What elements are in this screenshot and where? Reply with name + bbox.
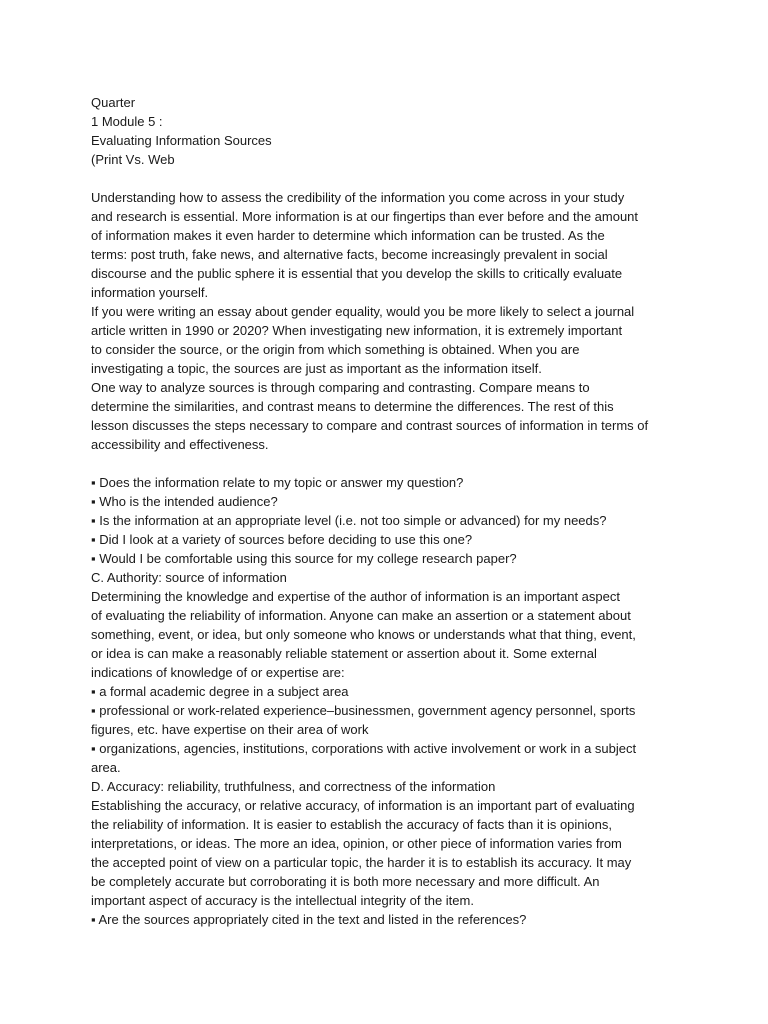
text-line: One way to analyze sources is through comparing and contrasting. Compare means to <box>91 380 590 395</box>
text-line: of evaluating the reliability of information. Anyone can make an assertion or a statement about <box>91 608 631 623</box>
text-line: terms: post truth, fake news, and alternative facts, become increasingly prevalent in social <box>91 247 608 262</box>
document-title: Evaluating Information Sources <box>91 133 272 148</box>
bullet-line: ▪ a formal academic degree in a subject area <box>91 684 349 699</box>
text-line: be completely accurate but corroborating it is both more necessary and more difficult. An <box>91 874 600 889</box>
text-line: If you were writing an essay about gender equality, would you be more likely to select a journal <box>91 304 635 319</box>
text-line: of information makes it even harder to determine which information can be trusted. As the <box>91 228 605 243</box>
text-line: accessibility and effectiveness. <box>91 437 269 452</box>
text-line: determine the similarities, and contrast means to determine the differences. The rest of this <box>91 399 614 414</box>
bullet-line: ▪ Who is the intended audience? <box>91 494 278 509</box>
text-line: to consider the source, or the origin from which something is obtained. When you are <box>91 342 580 357</box>
text-line: figures, etc. have expertise on their area of work <box>91 722 369 737</box>
document-subtitle: (Print Vs. Web <box>91 152 175 167</box>
bullet-line: ▪ Would I be comfortable using this source for my college research paper? <box>91 551 517 566</box>
text-line: the accepted point of view on a particular topic, the harder it is to establish its accuracy. It may <box>91 855 632 870</box>
document-page <box>91 93 686 929</box>
text-line: lesson discusses the steps necessary to compare and contrast sources of information in terms of <box>91 418 649 433</box>
text-line: or idea is can make a reasonably reliable statement or assertion about it. Some external <box>91 646 597 661</box>
bullet-line: ▪ Does the information relate to my topic or answer my question? <box>91 475 464 490</box>
bullet-line: ▪ Are the sources appropriately cited in the text and listed in the references? <box>91 912 527 927</box>
text-line: Understanding how to assess the credibility of the information you come across in your study <box>91 190 625 205</box>
text-line: C. Authority: source of information <box>91 570 287 585</box>
text-line: interpretations, or ideas. The more an idea, opinion, or other piece of information varies from <box>91 836 622 851</box>
text-line: Establishing the accuracy, or relative accuracy, of information is an important part of evaluating <box>91 798 635 813</box>
document-module-label: 1 Module 5 : <box>91 114 163 129</box>
text-line: investigating a topic, the sources are just as important as the information itself. <box>91 361 542 376</box>
text-line: Determining the knowledge and expertise of the author of information is an important aspect <box>91 589 620 604</box>
document-quarter-label: Quarter <box>91 95 136 110</box>
text-line: area. <box>91 760 121 775</box>
text-line: indications of knowledge of or expertise are: <box>91 665 345 680</box>
bullet-line: ▪ professional or work-related experience–businessmen, government agency personnel, sports <box>91 703 636 718</box>
text-line: article written in 1990 or 2020? When investigating new information, it is extremely important <box>91 323 623 338</box>
bullet-line: ▪ Did I look at a variety of sources before deciding to use this one? <box>91 532 473 547</box>
spacer <box>91 454 686 473</box>
text-line: and research is essential. More information is at our fingertips than ever before and the amount <box>91 209 639 224</box>
text-line: something, event, or idea, but only someone who knows or understands what that thing, event, <box>91 627 636 642</box>
spacer <box>91 169 686 188</box>
document-body <box>91 188 686 929</box>
text-line: discourse and the public sphere it is essential that you develop the skills to critically evaluate <box>91 266 623 281</box>
text-line: important aspect of accuracy is the intellectual integrity of the item. <box>91 893 474 908</box>
text-line: information yourself. <box>91 285 209 300</box>
text-line: the reliability of information. It is easier to establish the accuracy of facts than it is opinions, <box>91 817 612 832</box>
bullet-line: ▪ organizations, agencies, institutions, corporations with active involvement or work in a subject <box>91 741 637 756</box>
bullet-line: ▪ Is the information at an appropriate level (i.e. not too simple or advanced) for my needs? <box>91 513 607 528</box>
text-line: D. Accuracy: reliability, truthfulness, and correctness of the information <box>91 779 496 794</box>
